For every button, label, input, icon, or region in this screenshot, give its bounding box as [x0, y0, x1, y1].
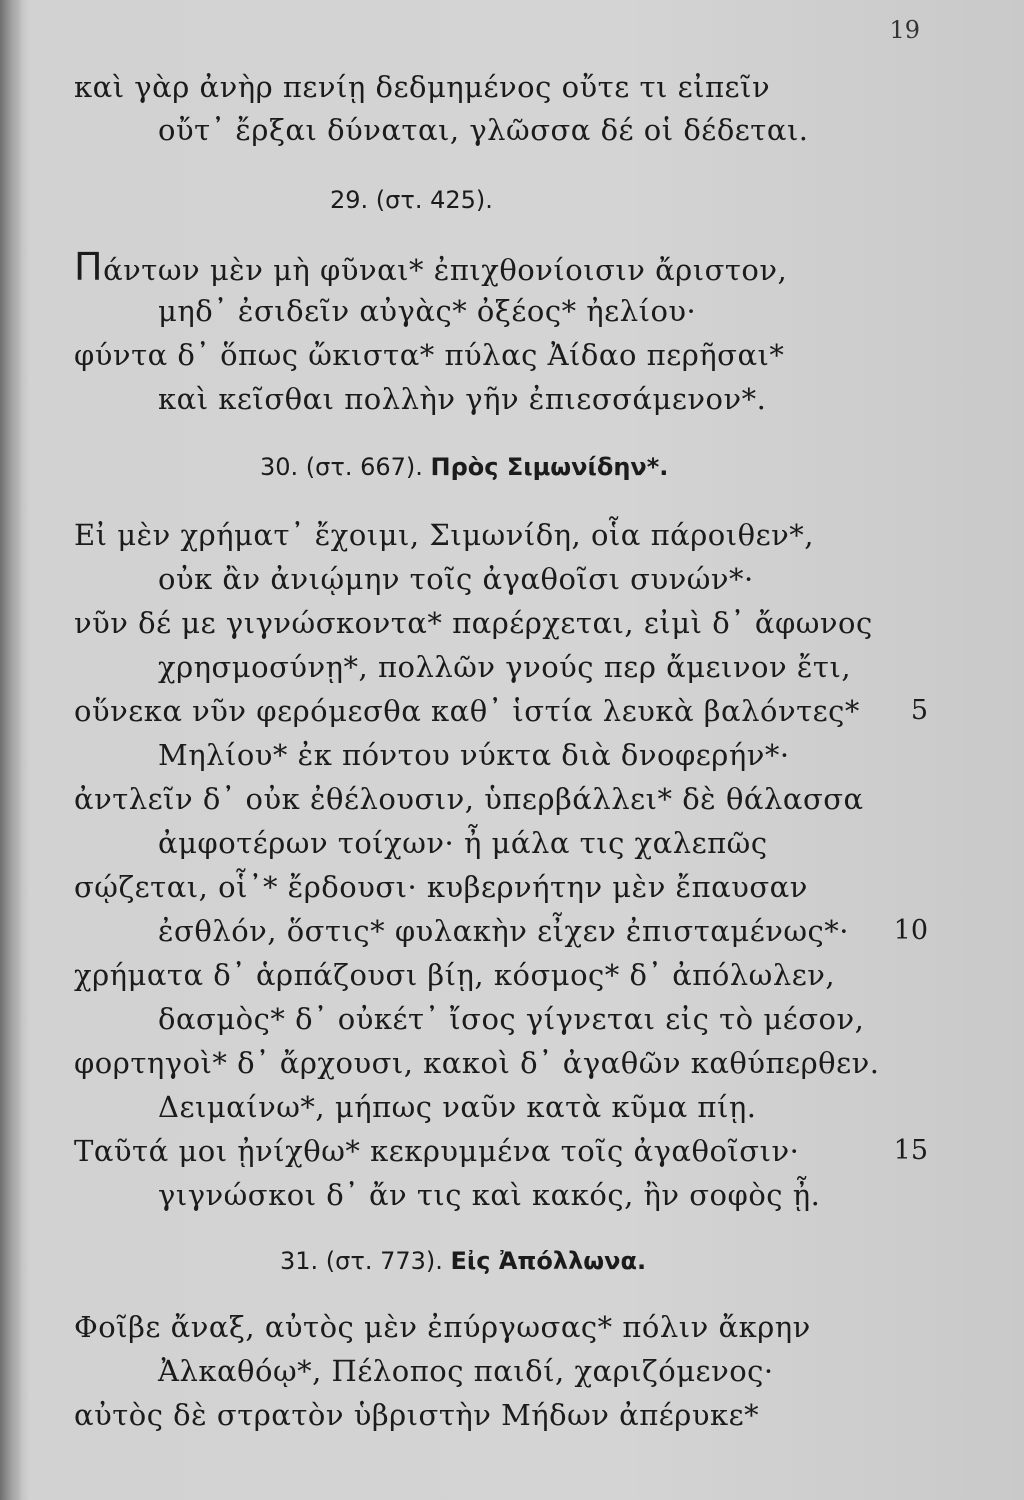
poem-29-line-text: άντων μὲν μὴ φῦναι* ἐπιχθονίοισιν ἄριστον, — [103, 253, 788, 287]
poem-30-heading-title: Πρὸς Σιμωνίδην*. — [430, 453, 669, 481]
poem-31-line: Ἀλκαθόῳ*, Πέλοπος παιδί, χαριζόμενος· — [158, 1354, 774, 1388]
poem-29-line — [74, 245, 788, 289]
page-gutter-shadow — [0, 0, 22, 1500]
poem-30-line: σῴζεται, οἷ᾽* ἔρδουσι· κυβερνήτην μὲν ἔπαυσαν — [74, 870, 808, 904]
poem-29-line: φύντα δ᾽ ὅπως ὤκιστα* πύλας Ἀίδαο περῆσαι* — [74, 338, 785, 372]
poem-30-line: Δειμαίνω*, μήπως ναῦν κατὰ κῦμα πίῃ. — [158, 1090, 757, 1124]
poem-30-line: δασμὸς* δ᾽ οὐκέτ᾽ ἴσος γίγνεται εἰς τὸ μέσον, — [158, 1002, 865, 1036]
poem-29-line: μηδ᾽ ἐσιδεῖν αὐγὰς* ὀξέος* ἠελίου· — [158, 294, 697, 328]
poem-30-line: χρήματα δ᾽ ἁρπάζουσι βίῃ, κόσμος* δ᾽ ἀπόλωλεν, — [74, 958, 836, 992]
line-number: 10 — [893, 915, 928, 946]
poem-30-line: Ταῦτά μοι ᾐνίχθω* κεκρυμμένα τοῖς ἀγαθοῖσιν· — [74, 1134, 800, 1168]
poem-30-line: Μηλίου* ἐκ πόντου νύκτα διὰ δνοφερήν*· — [158, 738, 790, 772]
page-number: 19 — [889, 16, 920, 44]
poem-30-line: ἐσθλόν, ὅστις* φυλακὴν εἶχεν ἐπισταμένως*· — [158, 914, 849, 948]
poem-31-line: αὐτὸς δὲ στρατὸν ὑβριστὴν Μήδων ἀπέρυκε* — [74, 1398, 760, 1432]
poem-31-heading-title: Εἰς Ἀπόλλωνα. — [450, 1247, 647, 1275]
poem-29-heading: 29. (στ. 425). — [330, 186, 493, 214]
poem-30-line: οὐκ ἂν ἀνιῴμην τοῖς ἀγαθοῖσι συνών*· — [158, 562, 754, 596]
poem-30-line: οὕνεκα νῦν φερόμεσθα καθ᾽ ἱστία λευκὰ βαλόντες* — [74, 694, 860, 728]
poem-30-line: χρησμοσύνῃ*, πολλῶν γνούς περ ἄμεινον ἔτι, — [158, 650, 852, 684]
drop-cap: Π — [74, 245, 104, 289]
poem-30-line: Εἰ μὲν χρήματ᾽ ἔχοιμι, Σιμωνίδη, οἷα πάροιθεν*, — [74, 518, 814, 552]
poem-31-heading — [280, 1246, 646, 1276]
poem-30-heading-number: 30. (στ. 667). — [260, 453, 423, 481]
poem-30-line: γιγνώσκοι δ᾽ ἄν τις καὶ κακός, ἢν σοφὸς ᾖ. — [158, 1178, 821, 1212]
poem-30-line: ἀμφοτέρων τοίχων· ἦ μάλα τις χαλεπῶς — [158, 826, 768, 860]
poem-30-heading — [260, 452, 668, 482]
intro-line: καὶ γὰρ ἀνὴρ πενίῃ δεδμημένος οὔτε τι εἰπεῖν — [74, 70, 771, 104]
poem-31-heading-number: 31. (στ. 773). — [280, 1247, 443, 1275]
poem-30-line: ἀντλεῖν δ᾽ οὐκ ἐθέλουσιν, ὑπερβάλλει* δὲ θάλασσα — [74, 782, 864, 816]
poem-30-line: νῦν δέ με γιγνώσκοντα* παρέρχεται, εἰμὶ δ᾽ ἄφωνος — [74, 606, 873, 640]
intro-line: οὔτ᾽ ἔρξαι δύναται, γλῶσσα δέ οἱ δέδεται. — [158, 113, 809, 147]
poem-31-line: Φοῖβε ἄναξ, αὐτὸς μὲν ἐπύργωσας* πόλιν ἄκρην — [74, 1310, 811, 1344]
poem-29-line: καὶ κεῖσθαι πολλὴν γῆν ἐπιεσσάμενον*. — [158, 382, 767, 416]
poem-30-line: φορτηγοὶ* δ᾽ ἄρχουσι, κακοὶ δ᾽ ἀγαθῶν καθύπερθεν. — [74, 1046, 880, 1080]
line-number: 5 — [910, 695, 928, 726]
line-number: 15 — [893, 1135, 928, 1166]
